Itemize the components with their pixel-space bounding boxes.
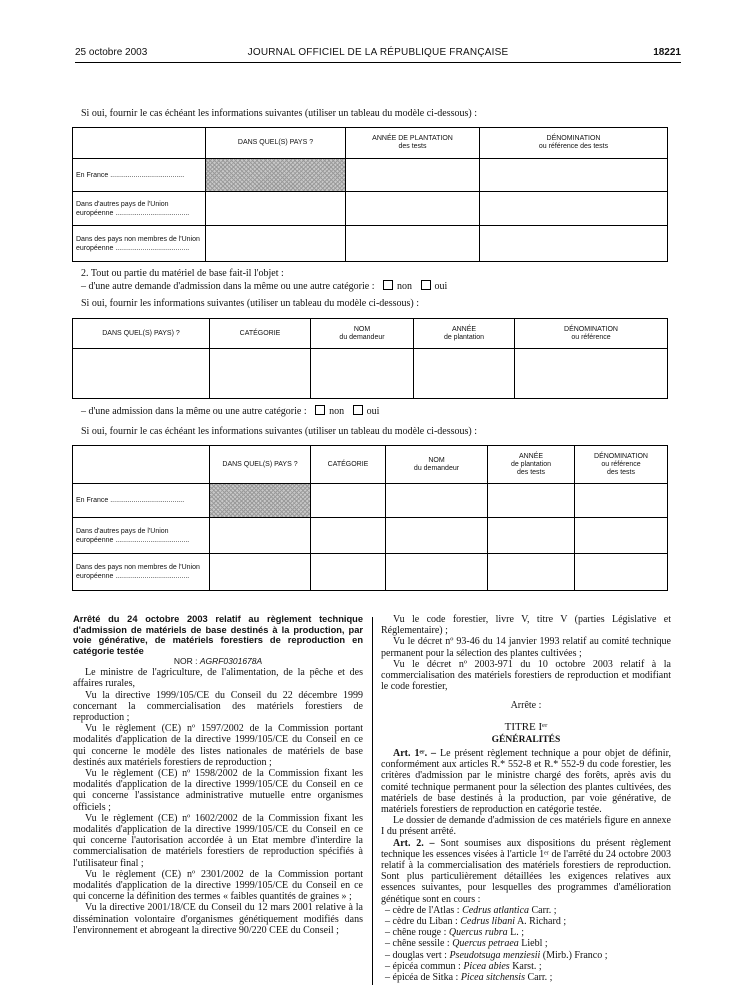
- page-number: 18221: [653, 47, 681, 58]
- header-line: ou référence des tests: [538, 143, 609, 150]
- column-header: DANS QUEL(S) PAYS ?: [206, 128, 346, 159]
- preamble-paragraph: Vu le règlement (CE) nº 1597/2002 de la Commission portant modalités d'application de la directive 1999/105/CE du Conseil en ce qui concerne le modèle des listes nationales de matériels de base destinés aux matériels forestiers de reproduction ;: [73, 723, 363, 768]
- header-line: ANNÉE: [451, 325, 477, 333]
- species-item: – épicéa commun : Picea abies Karst. ;: [385, 960, 542, 972]
- species-latin-name: Cedrus libani: [460, 916, 515, 928]
- shaded-cell: [206, 159, 346, 192]
- oui-checkbox[interactable]: [353, 405, 363, 415]
- section3-intro: Si oui, fournir le cas échéant les informations suivantes (utiliser un tableau du modèle ci-dessous) :: [81, 426, 478, 437]
- column-header: [414, 319, 515, 349]
- table-cell: [210, 518, 311, 554]
- article-2: [381, 838, 671, 905]
- table-cell: [346, 159, 480, 192]
- table-other-applications: [72, 318, 668, 399]
- header-line: DÉNOMINATION: [594, 452, 648, 460]
- table-cell: [210, 349, 311, 399]
- species-item: – douglas vert : Pseudotsuga menziesii (Mirb.) Franco ;: [385, 949, 608, 961]
- species-latin-name: Picea abies: [463, 960, 510, 972]
- species-common-name: chêne sessile :: [392, 938, 450, 950]
- table-cell: [575, 518, 668, 554]
- species-common-name: chêne rouge :: [392, 927, 447, 939]
- preamble-paragraph: Vu la directive 1999/105/CE du Conseil du 22 décembre 1999 concernant la commercialisation des matériels forestiers de reproduction ;: [73, 689, 363, 724]
- column-header: [575, 446, 668, 484]
- header-line: NOM: [428, 456, 445, 464]
- header-line: des tests: [516, 468, 545, 476]
- generalites-heading: GÉNÉRALITÉS: [491, 734, 561, 745]
- row-label: En France ......................................: [73, 484, 210, 518]
- preamble-paragraph: Vu le règlement (CE) nº 2301/2002 de la Commission portant modalités d'application de la directive 1999/105/CE du Conseil en ce qui concerne la définition des termes « faibles quantités de graines » ;: [73, 868, 363, 903]
- question2-line2: [81, 280, 447, 293]
- article-1-label: Art. 1ᵉʳ. –: [393, 748, 437, 760]
- oui-label: oui: [366, 406, 380, 417]
- journal-title: JOURNAL OFFICIEL DE LA RÉPUBLIQUE FRANÇAISE: [247, 47, 509, 58]
- nor-reference: [73, 656, 363, 667]
- species-common-name: épicéa de Sitka :: [392, 972, 459, 984]
- nor-label: NOR :: [173, 656, 198, 666]
- header-line: des tests: [606, 468, 635, 476]
- species-latin-name: Pseudotsuga menziesii: [449, 949, 541, 961]
- table-cell: [515, 349, 668, 399]
- table-cell: [210, 554, 311, 591]
- table-cell: [311, 349, 414, 399]
- column-header: [515, 319, 668, 349]
- non-label: non: [329, 406, 345, 417]
- non-checkbox[interactable]: [383, 280, 393, 290]
- species-author: Carr. ;: [527, 972, 553, 984]
- header-line: DÉNOMINATION: [564, 325, 618, 333]
- question2-text: – d'une autre demande d'admission dans la même ou une autre catégorie :: [81, 281, 375, 292]
- column-header: [488, 446, 575, 484]
- species-common-name: douglas vert :: [392, 949, 447, 961]
- table-corner: [73, 128, 206, 159]
- table-cell: [311, 554, 386, 591]
- table-cell: [575, 484, 668, 518]
- article-2-text: Sont soumises aux dispositions du présent règlement technique les essences visées à l'article 1ᵉʳ de l'arrêté du 24 octobre 2003 relatif à la commercialisation des matériels forestiers de reproduction. Sont plus particulièrement détaillées les exigences relatives aux essences suivantes, pour lesquelles des programmes d'amélioration génétique sont en cours :: [381, 837, 672, 905]
- preamble-paragraph: Vu le décret nº 93-46 du 14 janvier 1993 relatif au comité technique permanent pour la sélection des plantes cultivées ;: [381, 636, 671, 659]
- column-header: [386, 446, 488, 484]
- species-item: – cèdre du Liban : Cedrus libani A. Richard ;: [385, 916, 567, 928]
- table-cell: [386, 554, 488, 591]
- column-header: CATÉGORIE: [311, 446, 386, 484]
- row-label: Dans d'autres pays de l'Union européenne ......................................: [73, 518, 210, 554]
- question3-line: [81, 405, 379, 418]
- oui-label: oui: [434, 281, 448, 292]
- table-cell: [386, 484, 488, 518]
- article-2-label: Art. 2. –: [393, 837, 435, 849]
- species-latin-name: Quercus rubra: [448, 927, 508, 939]
- column-header: DANS QUEL(S) PAYS) ?: [73, 319, 210, 349]
- preamble-paragraph: Vu le code forestier, livre V, titre V (parties Législative et Réglementaire) ;: [381, 614, 671, 637]
- arrete-title: Arrêté du 24 octobre 2003 relatif au règlement technique d'admission de matériels de base destinés à la production, par voie générative, de matériels forestiers de reproduction en catégorie testée: [73, 614, 363, 656]
- table-cell: [488, 484, 575, 518]
- table-cell: [311, 484, 386, 518]
- left-column: [73, 614, 363, 936]
- header-line: DÉNOMINATION: [546, 135, 601, 142]
- question2-line1: 2. Tout ou partie du matériel de base fait-il l'objet :: [81, 268, 284, 279]
- header-line: du demandeur: [339, 333, 385, 341]
- header-line: ou référence: [601, 460, 641, 468]
- column-separator: [372, 617, 373, 985]
- species-list: [381, 905, 671, 983]
- row-label: En France ......................................: [73, 159, 206, 192]
- arrete-word: Arrête :: [510, 700, 542, 712]
- row-label: Dans des pays non membres de l'Union européenne ......................................: [73, 554, 210, 591]
- right-column: [381, 614, 671, 983]
- table-cell: [206, 192, 346, 226]
- table-admission-tests: [72, 445, 668, 591]
- table-cell: [480, 192, 668, 226]
- species-latin-name: Cedrus atlantica: [462, 904, 530, 916]
- oui-checkbox[interactable]: [421, 280, 431, 290]
- species-item: – cèdre de l'Atlas : Cedrus atlantica Carr. ;: [385, 904, 557, 916]
- header-line: ou référence: [571, 333, 611, 341]
- species-author: (Mirb.) Franco ;: [542, 949, 608, 961]
- column-header: CATÉGORIE: [210, 319, 311, 349]
- column-header: [480, 128, 668, 159]
- table-cell: [386, 518, 488, 554]
- header-line: des tests: [398, 143, 427, 150]
- preamble-paragraph: Le ministre de l'agriculture, de l'alimentation, de la pêche et des affaires rurales,: [73, 667, 363, 690]
- table-corner: [73, 446, 210, 484]
- table-cell: [575, 554, 668, 591]
- table-cell: [206, 226, 346, 262]
- non-label: non: [397, 281, 413, 292]
- species-author: A. Richard ;: [516, 916, 567, 928]
- table-cell: [488, 518, 575, 554]
- header-line: du demandeur: [413, 464, 460, 472]
- titre-heading: TITRE Iᵉʳ: [504, 720, 548, 733]
- header-rule: [75, 62, 681, 63]
- table-cell: [480, 159, 668, 192]
- issue-date: 25 octobre 2003: [75, 47, 148, 58]
- species-common-name: cèdre du Liban :: [392, 916, 458, 928]
- species-item: – épicéa de Sitka : Picea sitchensis Carr. ;: [385, 972, 553, 984]
- article-1-text: Le présent règlement technique a pour objet de définir, conformément aux articles R.* 552-8 et R.* 552-9 du code forestier, les critères d'admission par le ministre chargé des forêts, après avis du comité technique permanent pour la sélection des plantes cultivées, des matériels de base destinés à la production, par voie générative, de matériels forestiers de reproduction en catégorie testée.: [381, 748, 672, 816]
- preamble-paragraph: Vu le décret nº 2003-971 du 10 octobre 2003 relatif à la commercialisation des matériels forestiers de reproduction et modifiant le code forestier,: [381, 658, 671, 693]
- species-author: Liebl ;: [521, 938, 548, 950]
- page-header: [75, 47, 681, 61]
- section2-intro: Si oui, fournir les informations suivantes (utiliser un tableau du modèle ci-dessous) :: [81, 298, 419, 309]
- table-cell: [346, 192, 480, 226]
- table-tests-countries: [72, 127, 668, 262]
- preamble-paragraph: Vu le règlement (CE) nº 1598/2002 de la Commission fixant les modalités d'application de la directive 1999/105/CE du Conseil en ce qui concerne l'assistance administrative mutuelle entre organismes officiels ;: [73, 768, 363, 813]
- species-author: L. ;: [510, 927, 525, 939]
- row-label: Dans d'autres pays de l'Union européenne ......................................: [73, 192, 206, 226]
- preamble-paragraph: Vu le règlement (CE) nº 1602/2002 de la Commission fixant les modalités d'application de la directive 1999/105/CE du Conseil en ce qui concerne l'autorisation accordée à un Etat membre d'interdire la commercialisation de matériels forestiers de reproduction spécifiés à l'utilisateur final ;: [73, 812, 363, 869]
- species-author: Karst. ;: [512, 960, 542, 972]
- article-1: [381, 748, 671, 815]
- species-common-name: épicéa commun :: [392, 960, 461, 972]
- question3-text: – d'une admission dans la même ou une autre catégorie :: [81, 406, 307, 417]
- table-cell: [346, 226, 480, 262]
- species-item: – chêne rouge : Quercus rubra L. ;: [385, 927, 525, 939]
- non-checkbox[interactable]: [315, 405, 325, 415]
- table-cell: [73, 349, 210, 399]
- table-cell: [488, 554, 575, 591]
- column-header: [311, 319, 414, 349]
- column-header: [346, 128, 480, 159]
- header-line: de plantation: [510, 460, 552, 468]
- table-cell: [414, 349, 515, 399]
- article-1-paragraph-2: Le dossier de demande d'admission de ces matériels figure en annexe I du présent arrêté.: [381, 815, 671, 838]
- column-header: DANS QUEL(S) PAYS ?: [210, 446, 311, 484]
- species-author: Carr. ;: [531, 904, 557, 916]
- header-line: ANNÉE: [518, 452, 544, 460]
- header-line: NOM: [353, 325, 371, 333]
- species-common-name: cèdre de l'Atlas :: [392, 904, 460, 916]
- shaded-cell: [210, 484, 311, 518]
- species-latin-name: Quercus petraea: [452, 938, 519, 950]
- nor-value: AGRF0301678A: [199, 656, 263, 666]
- header-line: ANNÉE DE PLANTATION: [372, 135, 453, 142]
- row-label: Dans des pays non membres de l'Union européenne ......................................: [73, 226, 206, 262]
- species-latin-name: Picea sitchensis: [460, 972, 525, 984]
- table-cell: [311, 518, 386, 554]
- species-item: – chêne sessile : Quercus petraea Liebl ;: [385, 938, 548, 950]
- preamble-paragraph: Vu la directive 2001/18/CE du Conseil du 12 mars 2001 relative à la dissémination volontaire d'organismes génétiquement modifiés dans l'environnement et abrogeant la directive 90/220 CEE du Conseil ;: [73, 902, 363, 936]
- section1-intro: Si oui, fournir le cas échéant les informations suivantes (utiliser un tableau du modèle ci-dessous) :: [81, 108, 478, 119]
- table-cell: [480, 226, 668, 262]
- header-line: de plantation: [443, 333, 485, 341]
